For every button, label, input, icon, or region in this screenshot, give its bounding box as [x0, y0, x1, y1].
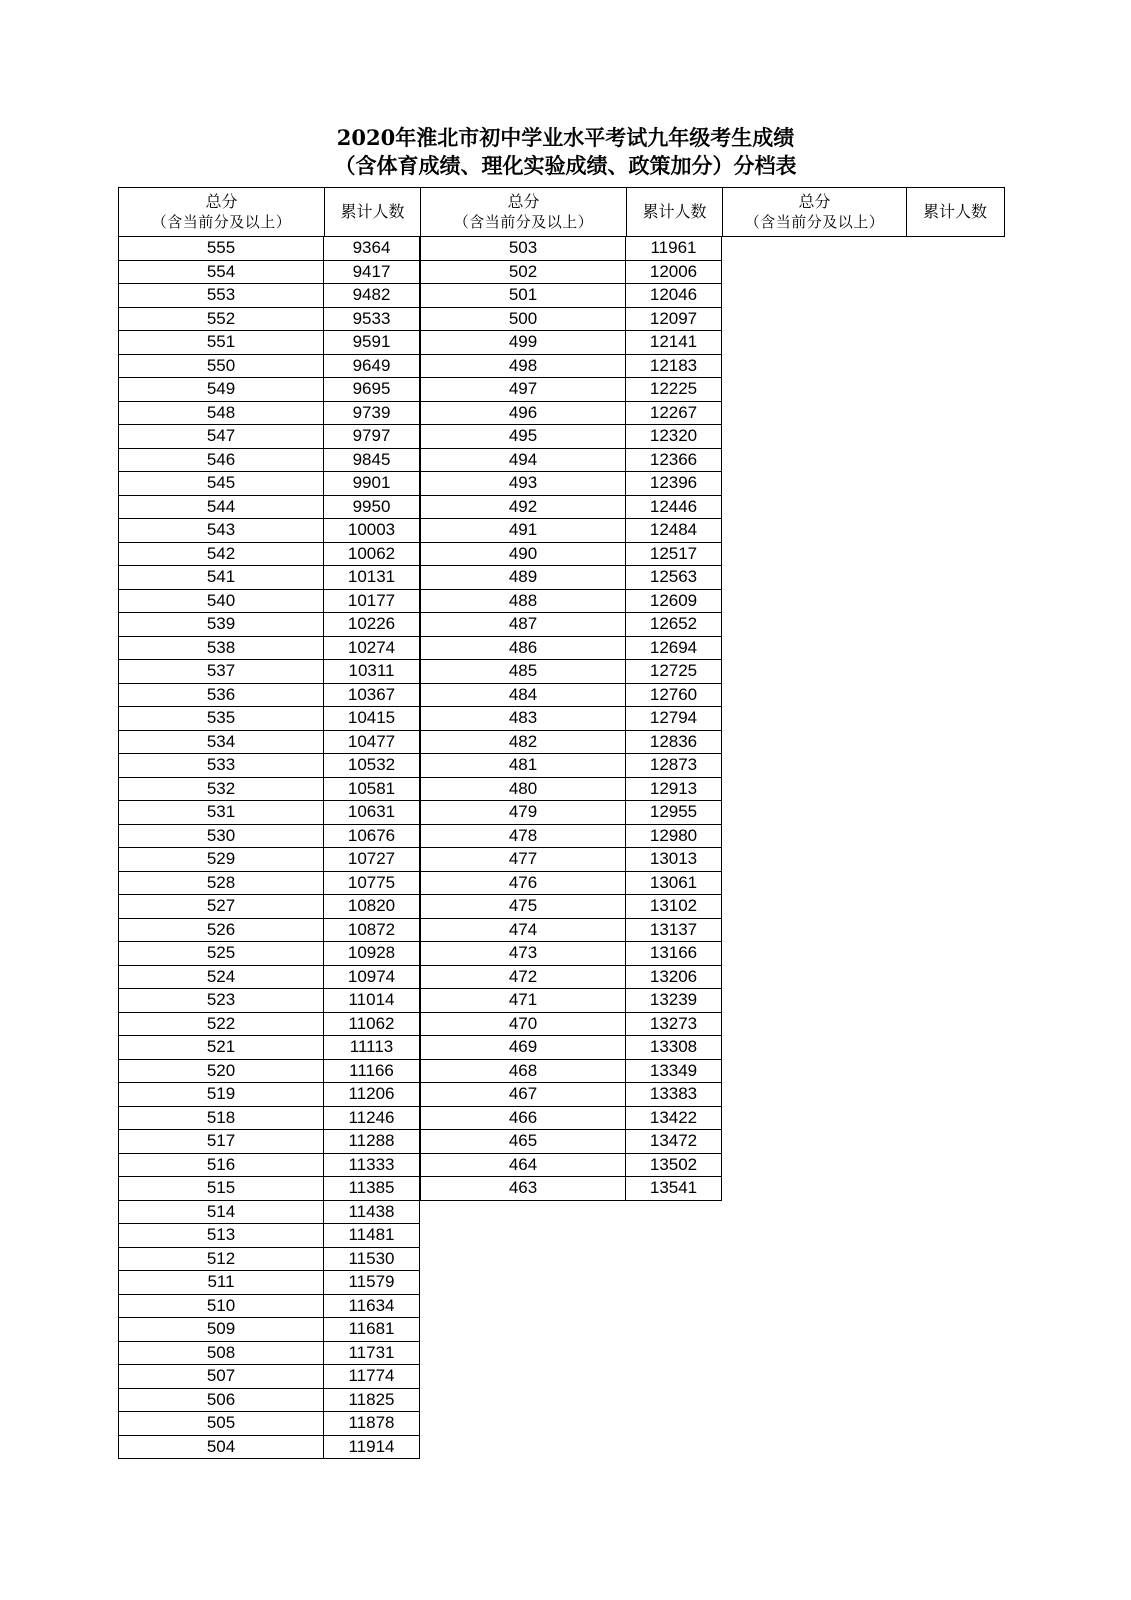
table-row: [420, 472, 722, 496]
count-cell: 11288: [324, 1130, 420, 1153]
score-cell: 531: [118, 801, 324, 824]
count-cell: 10581: [324, 778, 420, 801]
count-cell: 12183: [626, 355, 722, 378]
header-score-label: 总分: [205, 192, 238, 211]
table-row: [118, 778, 420, 802]
table-row: [118, 1013, 420, 1037]
table-row: [420, 355, 722, 379]
count-cell: 13239: [626, 989, 722, 1012]
count-cell: 11438: [324, 1201, 420, 1224]
count-cell: 11062: [324, 1013, 420, 1036]
header-count-1: [325, 188, 421, 236]
table-row: [118, 237, 420, 261]
count-cell: 9901: [324, 472, 420, 495]
count-cell: 10532: [324, 754, 420, 777]
score-cell: 524: [118, 966, 324, 989]
table-row: [420, 684, 722, 708]
score-cell: 494: [420, 449, 626, 472]
table-row: [420, 825, 722, 849]
header-score-label: 总分: [798, 192, 831, 211]
score-cell: 538: [118, 637, 324, 660]
count-cell: 12652: [626, 613, 722, 636]
count-cell: 12836: [626, 731, 722, 754]
table-row: [118, 590, 420, 614]
header-score-note: （含当前分及以上）: [151, 213, 292, 231]
table-row: [420, 613, 722, 637]
count-cell: 11333: [324, 1154, 420, 1177]
score-cell: 508: [118, 1342, 324, 1365]
table-row: [420, 707, 722, 731]
count-cell: 10727: [324, 848, 420, 871]
table-row: [118, 1107, 420, 1131]
table-row: [118, 449, 420, 473]
table-row: [118, 1130, 420, 1154]
count-cell: 12267: [626, 402, 722, 425]
score-cell: 497: [420, 378, 626, 401]
count-cell: 11961: [626, 237, 722, 260]
score-cell: 493: [420, 472, 626, 495]
score-cell: 470: [420, 1013, 626, 1036]
score-cell: 539: [118, 613, 324, 636]
score-cell: 525: [118, 942, 324, 965]
count-cell: 12097: [626, 308, 722, 331]
count-cell: 10274: [324, 637, 420, 660]
table-row: [420, 237, 722, 261]
table-row: [118, 1365, 420, 1389]
count-cell: 11634: [324, 1295, 420, 1318]
table-row: [118, 825, 420, 849]
table-row: [118, 1342, 420, 1366]
table-row: [118, 801, 420, 825]
score-cell: 506: [118, 1389, 324, 1412]
score-cell: 520: [118, 1060, 324, 1083]
table-row: [420, 1083, 722, 1107]
header-score-2: [421, 188, 627, 236]
table-row: [118, 1201, 420, 1225]
score-cell: 549: [118, 378, 324, 401]
score-cell: 546: [118, 449, 324, 472]
score-cell: 467: [420, 1083, 626, 1106]
header-score-label: 总分: [507, 192, 540, 211]
header-count-2: [627, 188, 723, 236]
score-cell: 523: [118, 989, 324, 1012]
score-cell: 516: [118, 1154, 324, 1177]
table-row: [118, 966, 420, 990]
count-cell: 12320: [626, 425, 722, 448]
score-cell: 472: [420, 966, 626, 989]
score-cell: 517: [118, 1130, 324, 1153]
count-cell: 10775: [324, 872, 420, 895]
score-cell: 502: [420, 261, 626, 284]
count-cell: 11530: [324, 1248, 420, 1271]
table-row: [118, 707, 420, 731]
score-cell: 482: [420, 731, 626, 754]
score-cell: 477: [420, 848, 626, 871]
count-cell: 10003: [324, 519, 420, 542]
count-cell: 12873: [626, 754, 722, 777]
table-row: [118, 1036, 420, 1060]
score-cell: 503: [420, 237, 626, 260]
score-cell: 488: [420, 590, 626, 613]
table-row: [420, 660, 722, 684]
table-row: [118, 637, 420, 661]
score-cell: 528: [118, 872, 324, 895]
score-cell: 545: [118, 472, 324, 495]
score-cell: 551: [118, 331, 324, 354]
table-row: [118, 1412, 420, 1436]
score-cell: 492: [420, 496, 626, 519]
table-row: [118, 1083, 420, 1107]
table-row: [420, 754, 722, 778]
table-row: [118, 1154, 420, 1178]
table-row: [420, 801, 722, 825]
score-cell: 490: [420, 543, 626, 566]
score-cell: 537: [118, 660, 324, 683]
score-cell: 511: [118, 1271, 324, 1294]
score-cell: 505: [118, 1412, 324, 1435]
table-row: [118, 378, 420, 402]
table-row: [420, 566, 722, 590]
table-row: [118, 1177, 420, 1201]
table-row: [118, 308, 420, 332]
table-row: [420, 331, 722, 355]
score-cell: 496: [420, 402, 626, 425]
score-cell: 499: [420, 331, 626, 354]
count-cell: 11914: [324, 1436, 420, 1459]
score-cell: 480: [420, 778, 626, 801]
score-cell: 515: [118, 1177, 324, 1200]
table-row: [118, 1295, 420, 1319]
score-cell: 536: [118, 684, 324, 707]
count-cell: 13061: [626, 872, 722, 895]
count-cell: 9797: [324, 425, 420, 448]
count-cell: 10676: [324, 825, 420, 848]
count-cell: 10820: [324, 895, 420, 918]
count-cell: 10131: [324, 566, 420, 589]
score-cell: 510: [118, 1295, 324, 1318]
score-cell: 463: [420, 1177, 626, 1200]
count-cell: 13502: [626, 1154, 722, 1177]
score-cell: 513: [118, 1224, 324, 1247]
count-cell: 9950: [324, 496, 420, 519]
score-cell: 534: [118, 731, 324, 754]
table-row: [118, 942, 420, 966]
count-cell: 9695: [324, 378, 420, 401]
table-row: [420, 308, 722, 332]
count-cell: 11113: [324, 1036, 420, 1059]
score-cell: 533: [118, 754, 324, 777]
count-cell: 9482: [324, 284, 420, 307]
count-cell: 12694: [626, 637, 722, 660]
table-row: [118, 402, 420, 426]
count-cell: 12396: [626, 472, 722, 495]
table-row: [118, 284, 420, 308]
count-cell: 13472: [626, 1130, 722, 1153]
table-row: [118, 1060, 420, 1084]
count-cell: 12609: [626, 590, 722, 613]
score-cell: 465: [420, 1130, 626, 1153]
count-cell: 10367: [324, 684, 420, 707]
table-row: [420, 1130, 722, 1154]
count-cell: 12980: [626, 825, 722, 848]
table-row: [420, 543, 722, 567]
count-cell: 12794: [626, 707, 722, 730]
table-row: [420, 1154, 722, 1178]
table-header: [118, 187, 1005, 237]
count-cell: 11774: [324, 1365, 420, 1388]
count-cell: 12141: [626, 331, 722, 354]
score-cell: 471: [420, 989, 626, 1012]
score-cell: 483: [420, 707, 626, 730]
table-row: [420, 496, 722, 520]
table-row: [420, 989, 722, 1013]
table-row: [420, 872, 722, 896]
score-cell: 522: [118, 1013, 324, 1036]
count-cell: 11246: [324, 1107, 420, 1130]
table-row: [420, 1177, 722, 1201]
page-title: 2020年淮北市初中学业水平考试九年级考生成绩: [336, 125, 795, 150]
header-count-label: 累计人数: [642, 202, 707, 221]
score-cell: 489: [420, 566, 626, 589]
score-cell: 540: [118, 590, 324, 613]
header-count-label: 累计人数: [340, 202, 405, 221]
table-row: [420, 778, 722, 802]
count-cell: 11166: [324, 1060, 420, 1083]
count-cell: 12446: [626, 496, 722, 519]
table-row: [420, 590, 722, 614]
count-cell: 12913: [626, 778, 722, 801]
table-row: [420, 966, 722, 990]
table-row: [420, 637, 722, 661]
count-cell: 10631: [324, 801, 420, 824]
table-row: [420, 731, 722, 755]
table-row: [118, 543, 420, 567]
score-cell: 532: [118, 778, 324, 801]
table-row: [118, 660, 420, 684]
table-row: [420, 848, 722, 872]
table-row: [118, 331, 420, 355]
table-row: [118, 261, 420, 285]
count-cell: 10872: [324, 919, 420, 942]
score-cell: 512: [118, 1248, 324, 1271]
table-row: [420, 895, 722, 919]
header-score-1: [119, 188, 325, 236]
table-row: [118, 1271, 420, 1295]
score-cell: 474: [420, 919, 626, 942]
score-cell: 476: [420, 872, 626, 895]
count-cell: 13422: [626, 1107, 722, 1130]
score-cell: 495: [420, 425, 626, 448]
table-row: [420, 942, 722, 966]
count-cell: 10974: [324, 966, 420, 989]
count-cell: 12955: [626, 801, 722, 824]
table-row: [118, 613, 420, 637]
count-cell: 12725: [626, 660, 722, 683]
score-cell: 535: [118, 707, 324, 730]
page-subtitle: （含体育成绩、理化实验成绩、政策加分）分档表: [334, 153, 797, 178]
score-cell: 554: [118, 261, 324, 284]
table-row: [118, 519, 420, 543]
count-cell: 10477: [324, 731, 420, 754]
score-cell: 498: [420, 355, 626, 378]
score-cell: 555: [118, 237, 324, 260]
table-row: [420, 519, 722, 543]
table-row: [118, 754, 420, 778]
count-cell: 11206: [324, 1083, 420, 1106]
score-cell: 485: [420, 660, 626, 683]
score-cell: 514: [118, 1201, 324, 1224]
table-row: [420, 425, 722, 449]
score-cell: 553: [118, 284, 324, 307]
score-cell: 500: [420, 308, 626, 331]
score-cell: 544: [118, 496, 324, 519]
count-cell: 12517: [626, 543, 722, 566]
count-cell: 13308: [626, 1036, 722, 1059]
score-column-group-2: [420, 237, 722, 1201]
score-cell: 543: [118, 519, 324, 542]
score-cell: 475: [420, 895, 626, 918]
table-row: [118, 848, 420, 872]
score-cell: 530: [118, 825, 324, 848]
count-cell: 13383: [626, 1083, 722, 1106]
count-cell: 10928: [324, 942, 420, 965]
header-score-note: （含当前分及以上）: [453, 213, 594, 231]
score-cell: 542: [118, 543, 324, 566]
count-cell: 10177: [324, 590, 420, 613]
score-cell: 491: [420, 519, 626, 542]
header-count-label: 累计人数: [922, 202, 987, 221]
count-cell: 11825: [324, 1389, 420, 1412]
table-row: [420, 378, 722, 402]
score-cell: 526: [118, 919, 324, 942]
count-cell: 13102: [626, 895, 722, 918]
header-score-note: （含当前分及以上）: [744, 213, 885, 231]
count-cell: 12760: [626, 684, 722, 707]
count-cell: 13013: [626, 848, 722, 871]
count-cell: 13541: [626, 1177, 722, 1200]
table-row: [118, 355, 420, 379]
table-row: [420, 1107, 722, 1131]
score-cell: 519: [118, 1083, 324, 1106]
count-cell: 12484: [626, 519, 722, 542]
count-cell: 12563: [626, 566, 722, 589]
count-cell: 12225: [626, 378, 722, 401]
table-row: [420, 449, 722, 473]
table-row: [118, 472, 420, 496]
count-cell: 11481: [324, 1224, 420, 1247]
count-cell: 10062: [324, 543, 420, 566]
score-cell: 509: [118, 1318, 324, 1341]
table-row: [118, 1224, 420, 1248]
table-row: [420, 284, 722, 308]
table-row: [118, 919, 420, 943]
score-cell: 527: [118, 895, 324, 918]
count-cell: 13166: [626, 942, 722, 965]
count-cell: 10311: [324, 660, 420, 683]
count-cell: 12006: [626, 261, 722, 284]
count-cell: 9649: [324, 355, 420, 378]
score-cell: 479: [420, 801, 626, 824]
table-row: [118, 1248, 420, 1272]
table-row: [118, 1436, 420, 1460]
score-cell: 473: [420, 942, 626, 965]
table-row: [118, 496, 420, 520]
score-cell: 481: [420, 754, 626, 777]
score-cell: 501: [420, 284, 626, 307]
count-cell: 11878: [324, 1412, 420, 1435]
table-row: [420, 402, 722, 426]
score-cell: 478: [420, 825, 626, 848]
score-column-group-1: [118, 237, 420, 1459]
score-cell: 504: [118, 1436, 324, 1459]
header-count-3: [907, 188, 1003, 236]
count-cell: 9417: [324, 261, 420, 284]
score-cell: 550: [118, 355, 324, 378]
table-row: [420, 261, 722, 285]
score-cell: 518: [118, 1107, 324, 1130]
table-row: [420, 1060, 722, 1084]
table-row: [118, 872, 420, 896]
table-row: [420, 919, 722, 943]
score-cell: 548: [118, 402, 324, 425]
count-cell: 9845: [324, 449, 420, 472]
score-cell: 468: [420, 1060, 626, 1083]
count-cell: 10226: [324, 613, 420, 636]
count-cell: 13273: [626, 1013, 722, 1036]
count-cell: 13349: [626, 1060, 722, 1083]
table-row: [118, 1389, 420, 1413]
table-row: [118, 684, 420, 708]
score-cell: 521: [118, 1036, 324, 1059]
count-cell: 12366: [626, 449, 722, 472]
table-row: [118, 731, 420, 755]
count-cell: 10415: [324, 707, 420, 730]
table-row: [118, 566, 420, 590]
count-cell: 13137: [626, 919, 722, 942]
count-cell: 11731: [324, 1342, 420, 1365]
count-cell: 9739: [324, 402, 420, 425]
table-row: [118, 425, 420, 449]
score-cell: 486: [420, 637, 626, 660]
table-row: [118, 895, 420, 919]
count-cell: 9533: [324, 308, 420, 331]
table-row: [420, 1013, 722, 1037]
score-cell: 541: [118, 566, 324, 589]
score-cell: 469: [420, 1036, 626, 1059]
score-cell: 507: [118, 1365, 324, 1388]
score-cell: 547: [118, 425, 324, 448]
score-cell: 552: [118, 308, 324, 331]
count-cell: 9591: [324, 331, 420, 354]
score-cell: 464: [420, 1154, 626, 1177]
count-cell: 11385: [324, 1177, 420, 1200]
count-cell: 12046: [626, 284, 722, 307]
header-score-3: [723, 188, 907, 236]
count-cell: 11014: [324, 989, 420, 1012]
table-row: [420, 1036, 722, 1060]
score-cell: 466: [420, 1107, 626, 1130]
count-cell: 9364: [324, 237, 420, 260]
score-cell: 529: [118, 848, 324, 871]
score-cell: 487: [420, 613, 626, 636]
count-cell: 11681: [324, 1318, 420, 1341]
table-row: [118, 1318, 420, 1342]
count-cell: 11579: [324, 1271, 420, 1294]
table-row: [118, 989, 420, 1013]
score-cell: 484: [420, 684, 626, 707]
count-cell: 13206: [626, 966, 722, 989]
